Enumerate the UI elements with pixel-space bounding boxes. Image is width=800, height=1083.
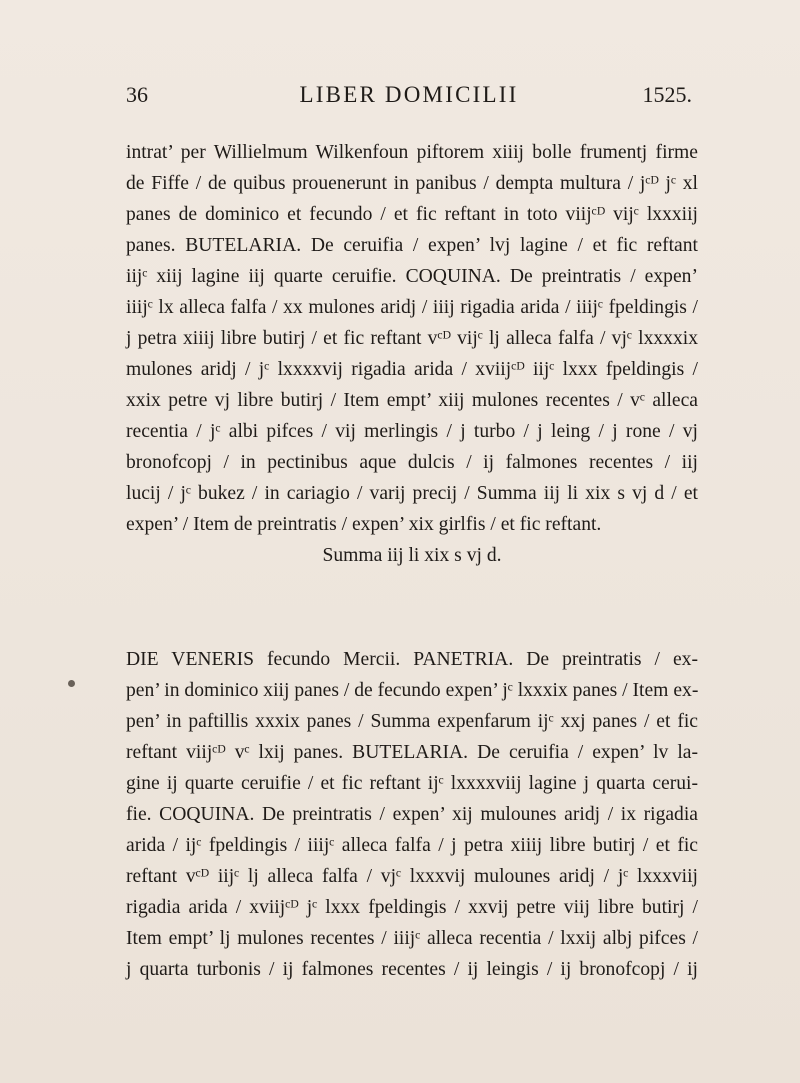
- text-line: recentia / jᶜ albi pifces / vij merlingis / j turbo / j leing / j rone / vj: [126, 421, 698, 442]
- text-line: bronofcopj / in pectinibus aque dulcis / ij falmones recentes / iij: [126, 452, 698, 473]
- paragraph-2: [126, 644, 698, 985]
- text-line: de Fiffe / de quibus prouenerunt in panibus / dempta multura / jᶜᴰ jᶜ xl: [126, 173, 698, 194]
- text-line: pen’ in dominico xiij panes / de fecundo expen’ jᶜ lxxxix panes / Item ex-: [126, 680, 699, 701]
- page-number: 36: [126, 82, 148, 107]
- year-heading: 1525.: [642, 82, 692, 107]
- summa-line: Summa iij li xix s vj d.: [322, 545, 502, 566]
- text-line: arida / ijᶜ fpeldingis / iiijᶜ alleca falfa / j petra xiiij libre butirj / et fic: [126, 835, 698, 856]
- text-line: DIE VENERIS fecundo Mercii. PANETRIA. De preintratis / ex-: [126, 649, 698, 670]
- text-line: reftant vᶜᴰ iijᶜ lj alleca falfa / vjᶜ lxxxvij mulounes aridj / jᶜ lxxxviij: [126, 866, 698, 887]
- text-line: expen’ / Item de preintratis / expen’ xix girlfis / et fic reftant.: [126, 514, 602, 535]
- text-line: pen’ in paftillis xxxix panes / Summa expenfarum ijᶜ xxj panes / et fic: [126, 711, 698, 732]
- text-line: intrat’ per Willielmum Wilkenfoun piftorem xiiij bolle frumentj firme: [126, 142, 698, 163]
- text-line: panes. BUTELARIA. De ceruifia / expen’ lvj lagine / et fic reftant: [126, 235, 698, 256]
- text-line: j petra xiiij libre butirj / et fic reftant vᶜᴰ vijᶜ lj alleca falfa / vjᶜ lxxxxix: [126, 328, 698, 349]
- text-line: gine ij quarte ceruifie / et fic reftant ijᶜ lxxxxviij lagine j quarta cerui-: [126, 773, 698, 794]
- text-line: reftant viijᶜᴰ vᶜ lxij panes. BUTELARIA. De ceruifia / expen’ lv la-: [126, 742, 698, 763]
- margin-dot: [68, 680, 75, 687]
- paragraph-1: [126, 137, 698, 571]
- text-line: lucij / jᶜ bukez / in cariagio / varij precij / Summa iij li xix s vj d / et: [126, 483, 698, 504]
- page-header: [126, 82, 692, 116]
- text-line: iijᶜ xiij lagine iij quarte ceruifie. COQUINA. De preintratis / expen’: [126, 266, 698, 287]
- text-line: Item empt’ lj mulones recentes / iiijᶜ alleca recentia / lxxij albj pifces /: [126, 928, 698, 949]
- text-line: j quarta turbonis / ij falmones recentes / ij leingis / ij bronofcopj / ij: [126, 959, 698, 980]
- text-line: xxix petre vj libre butirj / Item empt’ xiij mulones recentes / vᶜ alleca: [126, 390, 698, 411]
- text-line: fie. COQUINA. De preintratis / expen’ xij mulounes aridj / ix rigadia: [126, 804, 698, 825]
- text-line: rigadia arida / xviijᶜᴰ jᶜ lxxx fpeldingis / xxvij petre viij libre butirj /: [126, 897, 698, 918]
- text-line: mulones aridj / jᶜ lxxxxvij rigadia arida / xviijᶜᴰ iijᶜ lxxx fpeldingis /: [126, 359, 698, 380]
- text-line: panes de dominico et fecundo / et fic reftant in toto viijᶜᴰ vijᶜ lxxxiij: [126, 204, 698, 225]
- running-title: LIBER DOMICILII: [299, 82, 519, 107]
- text-line: iiijᶜ lx alleca falfa / xx mulones aridj / iiij rigadia arida / iiijᶜ fpeldingis /: [126, 297, 698, 318]
